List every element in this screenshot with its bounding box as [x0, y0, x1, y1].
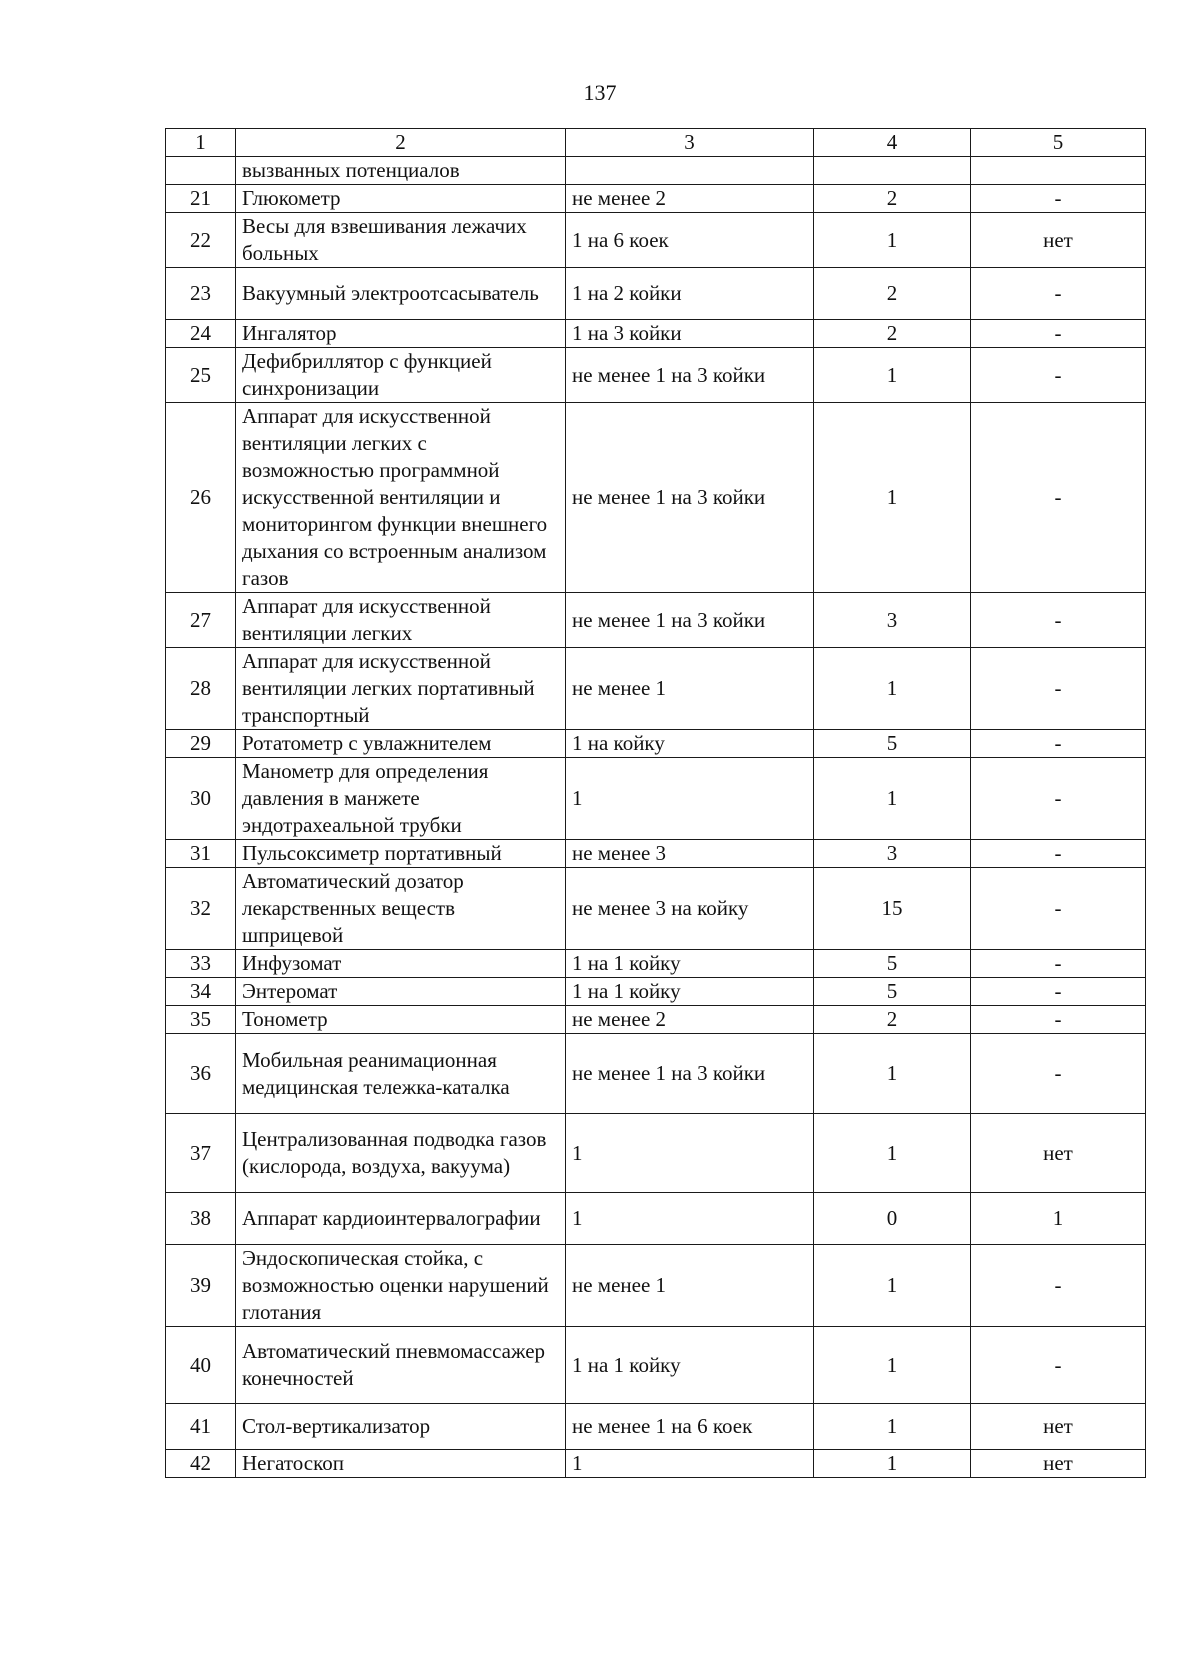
equipment-quantity: 2: [814, 185, 971, 213]
table-row: [166, 950, 1146, 978]
equipment-name: Энтеромат: [236, 978, 566, 1006]
row-number: 42: [166, 1450, 236, 1478]
table-row: [166, 1450, 1146, 1478]
equipment-note: -: [971, 185, 1146, 213]
row-number: 36: [166, 1034, 236, 1114]
equipment-name: Негатоскоп: [236, 1450, 566, 1478]
equipment-name: вызванных потенциалов: [236, 157, 566, 185]
equipment-quantity: 1: [814, 758, 971, 840]
equipment-note: [971, 157, 1146, 185]
row-number: 21: [166, 185, 236, 213]
equipment-norm: не менее 3 на койку: [566, 868, 814, 950]
equipment-quantity: 0: [814, 1193, 971, 1245]
equipment-name: Аппарат для искусственной вентиляции легких с возможностью программной искусственной вентиляции и мониторингом функции внешнего дыхания со встроенным анализом газов: [236, 403, 566, 593]
row-number: 40: [166, 1327, 236, 1404]
equipment-norm: 1 на 6 коек: [566, 213, 814, 268]
equipment-quantity: 2: [814, 320, 971, 348]
equipment-note: -: [971, 320, 1146, 348]
row-number: 35: [166, 1006, 236, 1034]
equipment-quantity: 1: [814, 1034, 971, 1114]
equipment-norm: 1 на 1 койку: [566, 978, 814, 1006]
equipment-norm: 1: [566, 758, 814, 840]
equipment-name: Автоматический дозатор лекарственных веществ шприцевой: [236, 868, 566, 950]
equipment-quantity: 1: [814, 403, 971, 593]
table-row: [166, 593, 1146, 648]
equipment-norm: 1: [566, 1450, 814, 1478]
equipment-note: -: [971, 1006, 1146, 1034]
equipment-quantity: 5: [814, 950, 971, 978]
equipment-norm: не менее 1 на 6 коек: [566, 1404, 814, 1450]
equipment-note: -: [971, 840, 1146, 868]
header-cell-4: 4: [814, 129, 971, 157]
header-cell-5: 5: [971, 129, 1146, 157]
equipment-note: -: [971, 268, 1146, 320]
equipment-note: -: [971, 1327, 1146, 1404]
table-row: [166, 840, 1146, 868]
row-number: 37: [166, 1114, 236, 1193]
equipment-quantity: 1: [814, 348, 971, 403]
table-row: [166, 185, 1146, 213]
row-number: 29: [166, 730, 236, 758]
equipment-quantity: 1: [814, 213, 971, 268]
equipment-quantity: [814, 157, 971, 185]
equipment-norm: 1 на 3 койки: [566, 320, 814, 348]
equipment-quantity: 1: [814, 1245, 971, 1327]
equipment-note: -: [971, 1034, 1146, 1114]
table-row: [166, 978, 1146, 1006]
equipment-name: Эндоскопическая стойка, с возможностью оценки нарушений глотания: [236, 1245, 566, 1327]
equipment-name: Вакуумный электроотсасыватель: [236, 268, 566, 320]
equipment-name: Инфузомат: [236, 950, 566, 978]
row-number: 39: [166, 1245, 236, 1327]
equipment-norm: 1: [566, 1114, 814, 1193]
table-row: [166, 1404, 1146, 1450]
equipment-note: -: [971, 868, 1146, 950]
equipment-norm: не менее 1 на 3 койки: [566, 1034, 814, 1114]
equipment-norm: не менее 1 на 3 койки: [566, 348, 814, 403]
equipment-note: -: [971, 758, 1146, 840]
table-row: [166, 268, 1146, 320]
row-number: 38: [166, 1193, 236, 1245]
row-number: 26: [166, 403, 236, 593]
equipment-note: нет: [971, 1114, 1146, 1193]
equipment-name: Ротатометр с увлажнителем: [236, 730, 566, 758]
table-row: [166, 1006, 1146, 1034]
equipment-name: Мобильная реанимационная медицинская тележка-каталка: [236, 1034, 566, 1114]
equipment-norm: не менее 1 на 3 койки: [566, 593, 814, 648]
equipment-quantity: 3: [814, 840, 971, 868]
equipment-name: Тонометр: [236, 1006, 566, 1034]
equipment-quantity: 5: [814, 730, 971, 758]
equipment-quantity: 3: [814, 593, 971, 648]
header-cell-2: 2: [236, 129, 566, 157]
equipment-name: Аппарат для искусственной вентиляции легких портативный транспортный: [236, 648, 566, 730]
table-row: [166, 403, 1146, 593]
equipment-name: Стол-вертикализатор: [236, 1404, 566, 1450]
equipment-name: Централизованная подводка газов (кислорода, воздуха, вакуума): [236, 1114, 566, 1193]
equipment-name: Аппарат для искусственной вентиляции легких: [236, 593, 566, 648]
equipment-norm: 1 на койку: [566, 730, 814, 758]
equipment-note: -: [971, 730, 1146, 758]
equipment-note: нет: [971, 213, 1146, 268]
row-number: 28: [166, 648, 236, 730]
equipment-norm: не менее 2: [566, 185, 814, 213]
equipment-quantity: 2: [814, 268, 971, 320]
equipment-quantity: 1: [814, 648, 971, 730]
table-row: [166, 1245, 1146, 1327]
equipment-norm: не менее 2: [566, 1006, 814, 1034]
header-cell-1: 1: [166, 129, 236, 157]
table-row: [166, 1327, 1146, 1404]
table-row: [166, 730, 1146, 758]
equipment-norm: [566, 157, 814, 185]
row-number: 34: [166, 978, 236, 1006]
equipment-quantity: 5: [814, 978, 971, 1006]
header-cell-3: 3: [566, 129, 814, 157]
equipment-note: -: [971, 348, 1146, 403]
equipment-quantity: 15: [814, 868, 971, 950]
equipment-table: [165, 128, 1146, 1478]
equipment-norm: 1 на 1 койку: [566, 950, 814, 978]
equipment-name: Манометр для определения давления в манжете эндотрахеальной трубки: [236, 758, 566, 840]
row-number: 22: [166, 213, 236, 268]
equipment-quantity: 1: [814, 1327, 971, 1404]
row-number: 30: [166, 758, 236, 840]
equipment-note: -: [971, 403, 1146, 593]
equipment-note: -: [971, 648, 1146, 730]
table-row: [166, 213, 1146, 268]
table-row: [166, 868, 1146, 950]
row-number: 24: [166, 320, 236, 348]
table-header-row: [166, 129, 1146, 157]
equipment-name: Глюкометр: [236, 185, 566, 213]
table-row: [166, 1193, 1146, 1245]
row-number: 23: [166, 268, 236, 320]
table-row: [166, 320, 1146, 348]
row-number: 33: [166, 950, 236, 978]
equipment-norm: 1: [566, 1193, 814, 1245]
equipment-name: Дефибриллятор с функцией синхронизации: [236, 348, 566, 403]
row-number: 41: [166, 1404, 236, 1450]
equipment-name: Автоматический пневмомассажер конечностей: [236, 1327, 566, 1404]
equipment-note: 1: [971, 1193, 1146, 1245]
equipment-note: нет: [971, 1450, 1146, 1478]
equipment-norm: 1 на 1 койку: [566, 1327, 814, 1404]
equipment-norm: не менее 1: [566, 648, 814, 730]
row-number: 27: [166, 593, 236, 648]
equipment-note: -: [971, 950, 1146, 978]
table-row: [166, 758, 1146, 840]
page-number: 137: [583, 80, 617, 105]
equipment-note: -: [971, 593, 1146, 648]
equipment-quantity: 1: [814, 1114, 971, 1193]
table-row: [166, 1034, 1146, 1114]
equipment-name: Аппарат кардиоинтервалографии: [236, 1193, 566, 1245]
row-number: 25: [166, 348, 236, 403]
equipment-note: -: [971, 978, 1146, 1006]
row-number: [166, 157, 236, 185]
equipment-name: Весы для взвешивания лежачих больных: [236, 213, 566, 268]
equipment-quantity: 1: [814, 1404, 971, 1450]
equipment-note: нет: [971, 1404, 1146, 1450]
equipment-norm: не менее 3: [566, 840, 814, 868]
table-row: [166, 1114, 1146, 1193]
row-number: 32: [166, 868, 236, 950]
table-row: [166, 348, 1146, 403]
equipment-name: Пульсоксиметр портативный: [236, 840, 566, 868]
table-row: [166, 157, 1146, 185]
row-number: 31: [166, 840, 236, 868]
equipment-note: -: [971, 1245, 1146, 1327]
equipment-norm: не менее 1 на 3 койки: [566, 403, 814, 593]
table-row: [166, 648, 1146, 730]
equipment-norm: 1 на 2 койки: [566, 268, 814, 320]
equipment-quantity: 1: [814, 1450, 971, 1478]
equipment-name: Ингалятор: [236, 320, 566, 348]
equipment-norm: не менее 1: [566, 1245, 814, 1327]
equipment-quantity: 2: [814, 1006, 971, 1034]
